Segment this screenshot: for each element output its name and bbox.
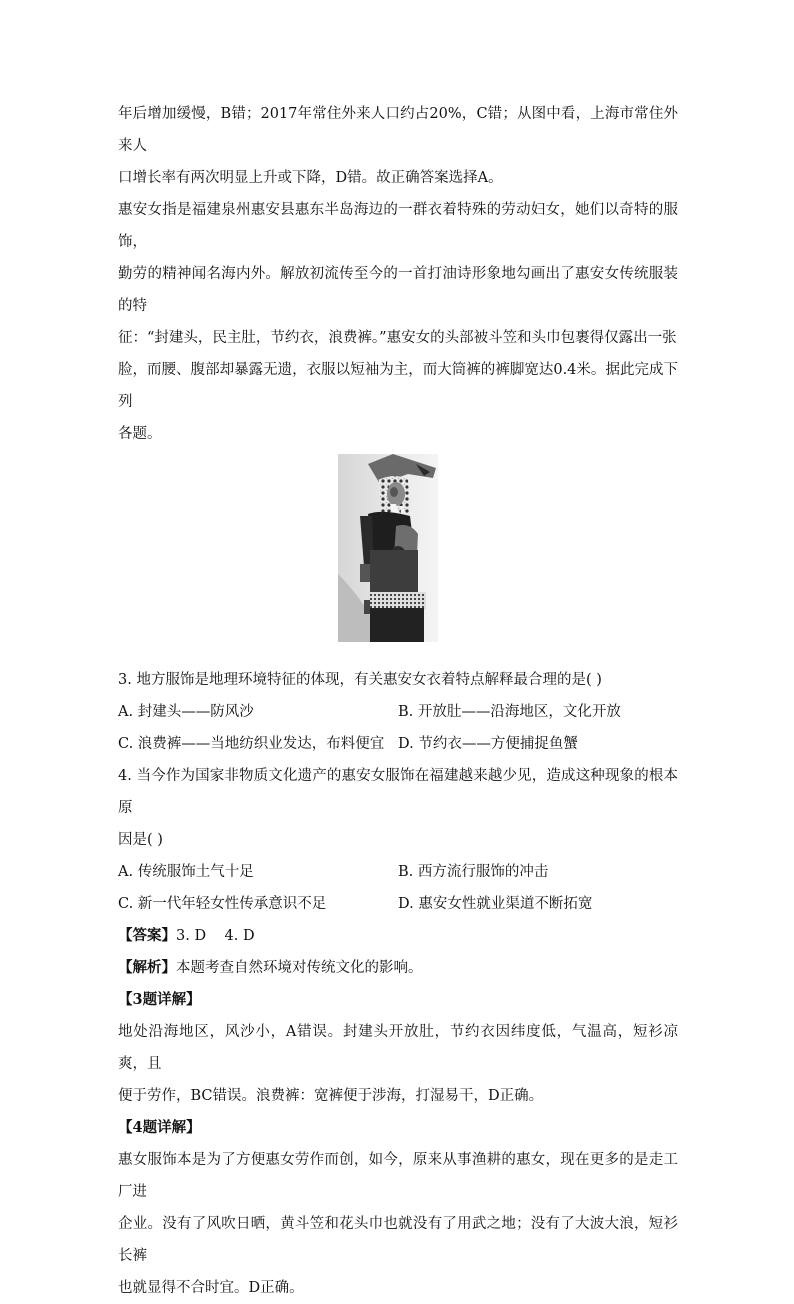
option-a: A. 封建头——防风沙 bbox=[118, 704, 254, 720]
huian-woman-photo bbox=[338, 454, 438, 642]
detail-3-line: 地处沿海地区，风沙小，A错误。封建头开放肚，节约衣因纬度低，气温高，短衫凉爽，且 bbox=[118, 1024, 678, 1072]
question-4-stem: 4. 当今作为国家非物质文化遗产的惠安女服饰在福建越来越少见，造成这种现象的根本原 bbox=[118, 768, 678, 816]
question-3-stem: 3. 地方服饰是地理环境特征的体现，有关惠安女衣着特点解释最合理的是( ) bbox=[118, 672, 602, 688]
option-d: D. 惠安女性就业渠道不断拓宽 bbox=[398, 896, 593, 912]
analysis-label: 【解析】 bbox=[118, 959, 176, 976]
intro-line: 惠安女指是福建泉州惠安县惠东半岛海边的一群衣着特殊的劳动妇女，她们以奇特的服饰， bbox=[118, 202, 678, 250]
option-a: A. 传统服饰土气十足 bbox=[118, 864, 254, 880]
analysis-line bbox=[118, 952, 678, 984]
document-page bbox=[118, 98, 678, 1304]
question-3-options-row-2 bbox=[118, 728, 678, 760]
question-4-stem-cont: 因是( ) bbox=[118, 832, 163, 848]
option-b: B. 开放肚——沿海地区，文化开放 bbox=[398, 704, 621, 720]
figure bbox=[118, 454, 678, 654]
option-c: C. 新一代年轻女性传承意识不足 bbox=[118, 896, 327, 912]
answer-label: 【答案】 bbox=[118, 927, 176, 944]
intro-line: 征：“封建头，民主肚，节约衣，浪费裤。”惠安女的头部被斗笠和头巾包裹得仅露出一张 bbox=[118, 330, 677, 346]
intro-line: 各题。 bbox=[118, 426, 162, 442]
detail-4-line: 也就显得不合时宜。D正确。 bbox=[118, 1280, 304, 1296]
answer-line bbox=[118, 920, 678, 952]
answer-text: 3. D 4. D bbox=[176, 928, 255, 944]
detail-4-heading: 【4题详解】 bbox=[118, 1119, 201, 1136]
detail-3-line: 便于劳作，BC错误。浪费裤：宽裤便于涉海，打湿易干，D正确。 bbox=[118, 1088, 544, 1104]
detail-3-heading: 【3题详解】 bbox=[118, 991, 201, 1008]
question-4-options-row-2 bbox=[118, 888, 678, 920]
option-c: C. 浪费裤——当地纺织业发达，布料便宜 bbox=[118, 736, 385, 752]
option-d: D. 节约衣——方便捕捉鱼蟹 bbox=[398, 736, 578, 752]
detail-4-line: 惠女服饰本是为了方便惠女劳作而创，如今，原来从事渔耕的惠女，现在更多的是走工厂进 bbox=[118, 1152, 678, 1200]
intro-line: 脸，而腰、腹部却暴露无遗，衣服以短袖为主，而大筒裤的裤脚宽达0.4米。据此完成下列 bbox=[118, 362, 678, 410]
question-4-options-row-1 bbox=[118, 856, 678, 888]
detail-4-line: 企业。没有了风吹日晒，黄斗笠和花头巾也就没有了用武之地；没有了大波大浪，短衫长裤 bbox=[118, 1216, 678, 1264]
option-b: B. 西方流行服饰的冲击 bbox=[398, 864, 549, 880]
analysis-text: 本题考查自然环境对传统文化的影响。 bbox=[176, 960, 423, 976]
intro-line: 勤劳的精神闻名海内外。解放初流传至今的一首打油诗形象地勾画出了惠安女传统服装的特 bbox=[118, 266, 678, 314]
text-line: 年后增加缓慢，B错；2017年常住外来人口约占20%，C错；从图中看，上海市常住外来人 bbox=[118, 106, 678, 154]
question-3-options-row-1 bbox=[118, 696, 678, 728]
text-line: 口增长率有两次明显上升或下降，D错。故正确答案选择A。 bbox=[118, 170, 503, 186]
